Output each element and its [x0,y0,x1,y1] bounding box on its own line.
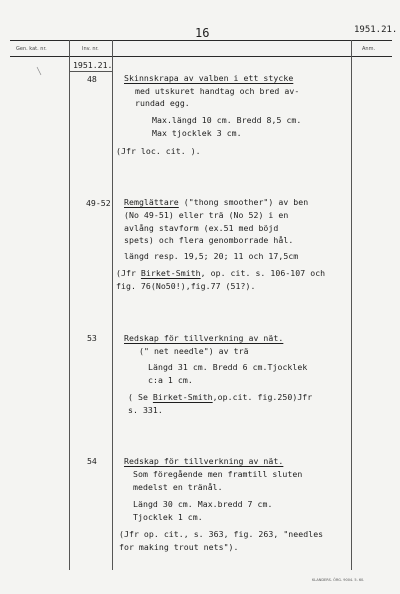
year-underline [69,71,112,72]
column-divider-3 [351,40,352,570]
entry-54-line: Tjocklek 1 cm. [133,512,203,522]
header-bottom-rule [10,56,392,57]
entry-48-line: Max.längd 10 cm. Bredd 8,5 cm. [152,115,302,125]
entry-48-line: Max tjocklek 3 cm. [152,128,242,138]
entry-year-marker: 1951.21. [73,60,113,70]
page-number: 16 [195,26,210,40]
entry-54-line: Längd 30 cm. Max.bredd 7 cm. [133,499,273,509]
entry-54-line: for making trout nets"). [119,542,239,552]
entry-49-52-line: fig. 76(No50!),fig.77 (51?). [116,281,256,291]
entry-49-52-line: (Jfr Birket-Smith, op. cit. s. 106-107 och [116,268,326,278]
entry-53-line: Längd 31 cm. Bredd 6 cm.Tjocklek [148,362,308,372]
entry-53-title: Redskap för tillverkning av nät. [124,333,284,343]
entry-48-line: med utskuret handtag och bred av- [135,86,300,96]
column-header-gen-kat: Gen. kat. nr. [16,46,47,52]
entry-49-52-line: längd resp. 19,5; 20; 11 och 17,5cm [124,251,299,261]
entry-53-line: (" net needle") av trä [139,346,249,356]
entry-53-line: s. 331. [128,405,163,415]
inv-number-54: 54 [87,456,97,466]
entry-54-line: medelst en tränål. [133,482,223,492]
entry-49-52-line: (No 49-51) eller trä (No 52) i en [124,210,289,220]
entry-49-52-title: Remglättare ("thong smoother") av ben [124,197,309,207]
column-header-inv: Inv. nr. [82,46,99,52]
entry-49-52-line: avlång stavform (ex.51 med böjd [124,223,279,233]
header-top-rule [10,40,392,41]
entry-54-title: Redskap för tillverkning av nät. [124,456,284,466]
inv-number-48: 48 [87,74,97,84]
entry-54-line: (Jfr op. cit., s. 363, fig. 263, "needles [119,529,324,539]
inv-number-53: 53 [87,333,97,343]
column-divider-2 [112,40,113,570]
printer-footer: KLANDERS. ÖRG. 9004. 5. 60. [312,578,365,582]
header-year: 1951.21. [354,25,398,35]
entry-49-52-line: spets) och flera genomborrade hål. [124,235,294,245]
column-header-anm: Anm. [362,46,376,52]
entry-48-title: Skinnskrapa av valben i ett stycke [124,73,294,83]
entry-53-line: c:a 1 cm. [148,375,193,385]
column-divider-1 [69,40,70,570]
entry-48-line: (Jfr loc. cit. ). [116,146,201,156]
inv-number-49-52: 49-52 [86,198,111,208]
entry-54-line: Som föregående men framtill sluten [133,469,303,479]
pencil-mark-icon [36,66,42,76]
entry-48-line: rundad egg. [135,98,190,108]
entry-53-line: ( Se Birket-Smith,op.cit. fig.250)Jfr [128,392,313,402]
